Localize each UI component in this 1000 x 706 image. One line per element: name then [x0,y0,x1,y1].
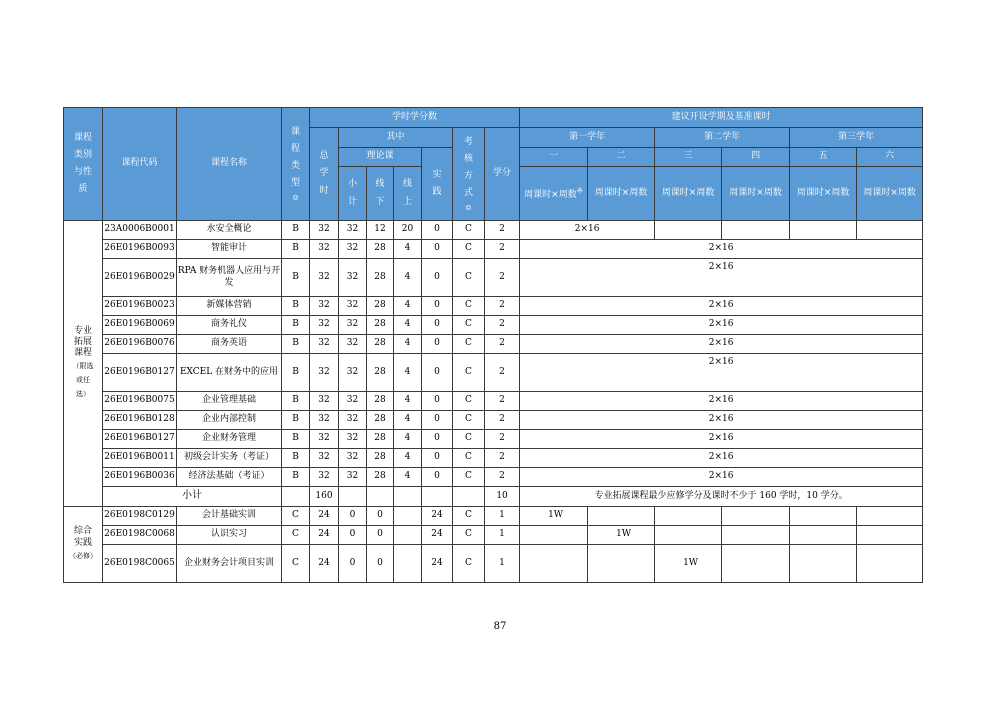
theory-offline: 12 [367,221,394,240]
practice-hours: 0 [422,259,453,297]
course-type: B [282,468,310,487]
page-number: 87 [493,621,507,632]
table-row [64,468,923,487]
header-weekly-1: 周课时×周数※ [520,167,588,221]
total-hours: 32 [310,354,339,392]
theory-offline: 28 [367,392,394,411]
table-row [64,297,923,316]
semester-cell [857,526,923,545]
practice-hours: 0 [422,449,453,468]
course-name: 初级会计实务（考证） [177,449,282,468]
practice-hours: 0 [422,468,453,487]
credits: 2 [485,221,520,240]
credits: 2 [485,354,520,392]
practice-hours: 0 [422,240,453,259]
theory-online [394,507,422,526]
table-row [64,240,923,259]
category-line: 综合 [73,526,92,537]
course-type: C [282,507,310,526]
course-plan-table [63,107,923,583]
theory-online: 4 [394,259,422,297]
course-name: 新媒体营销 [177,297,282,316]
assessment: C [453,468,485,487]
course-code: 26E0196B0036 [103,468,177,487]
course-name: 认识实习 [177,526,282,545]
semester-cell [520,526,588,545]
practice-hours: 0 [422,316,453,335]
semester-cell [722,526,790,545]
subtotal-type [282,487,310,507]
credits: 2 [485,430,520,449]
credits: 2 [485,449,520,468]
course-type: B [282,240,310,259]
header-weekly-mark: ※ [576,185,583,195]
semester-cell [655,526,722,545]
subtotal-empty [339,487,367,507]
practice-hours: 0 [422,335,453,354]
theory-offline: 28 [367,468,394,487]
header-suggested: 建议开设学期及基准课时 [520,108,923,128]
practice-hours: 24 [422,545,453,583]
semester-cell [722,545,790,583]
total-hours: 24 [310,526,339,545]
header-year3: 第三学年 [790,128,923,148]
semester-plan: 2×16 [520,430,923,449]
header-year1: 第一学年 [520,128,655,148]
course-type: B [282,316,310,335]
table-row [64,545,923,583]
course-name: 企业财务管理 [177,430,282,449]
credits: 1 [485,507,520,526]
course-code: 26E0196B0023 [103,297,177,316]
theory-subtotal: 32 [339,335,367,354]
credits: 2 [485,392,520,411]
course-code: 26E0196B0029 [103,259,177,297]
semester-plan: 2×16 [520,240,923,259]
theory-subtotal: 32 [339,411,367,430]
header-weekly-4: 周课时×周数 [722,167,790,221]
assessment: C [453,430,485,449]
semester-cell [790,526,857,545]
subtotal-empty [453,487,485,507]
table-row [64,221,923,240]
course-name: 企业管理基础 [177,392,282,411]
theory-subtotal: 32 [339,430,367,449]
assessment: C [453,545,485,583]
table-body [64,221,923,583]
semester-plan: 2×16 [520,335,923,354]
theory-subtotal: 32 [339,468,367,487]
course-code: 26E0196B0069 [103,316,177,335]
theory-offline: 28 [367,449,394,468]
header-offline: 线下 [367,167,394,221]
subtotal-empty [367,487,394,507]
header-sem3: 三 [655,148,722,167]
credits: 1 [485,526,520,545]
theory-subtotal: 0 [339,545,367,583]
header-weekly-3: 周课时×周数 [655,167,722,221]
course-type: B [282,221,310,240]
header-weekly-6: 周课时×周数 [857,167,923,221]
course-name: RPA 财务机器人应用与开发 [177,259,282,297]
semester-plan: 2×16 [520,468,923,487]
practice-hours: 0 [422,430,453,449]
subtotal-empty [422,487,453,507]
theory-offline: 28 [367,316,394,335]
course-table-container [63,107,921,583]
semester-cell [790,507,857,526]
credits: 2 [485,259,520,297]
subtotal-row [64,487,923,507]
course-type: B [282,392,310,411]
header-total-hours: 总学时 [310,128,339,221]
theory-subtotal: 32 [339,316,367,335]
course-name: 商务英语 [177,335,282,354]
practice-hours: 0 [422,411,453,430]
header-name: 课程名称 [177,108,282,221]
course-code: 26E0198C0065 [103,545,177,583]
total-hours: 32 [310,240,339,259]
theory-offline: 28 [367,259,394,297]
course-name: 水安全概论 [177,221,282,240]
credits: 2 [485,297,520,316]
course-name: 经济法基础（考证） [177,468,282,487]
total-hours: 32 [310,449,339,468]
category-cell-elective [64,221,103,507]
practice-hours: 24 [422,526,453,545]
course-code: 26E0198C0129 [103,507,177,526]
total-hours: 32 [310,411,339,430]
course-code: 26E0196B0128 [103,411,177,430]
assessment: C [453,316,485,335]
total-hours: 32 [310,259,339,297]
semester-cell [722,221,790,240]
theory-subtotal: 32 [339,240,367,259]
theory-offline: 28 [367,411,394,430]
semester-plan: 2×16 [520,354,923,392]
theory-subtotal: 32 [339,449,367,468]
category-note: （限选 [72,362,94,371]
category-line: 课程 [73,348,92,359]
semester-cell [520,545,588,583]
course-name: 企业内部控制 [177,411,282,430]
total-hours: 32 [310,297,339,316]
semester-plan: 2×16 [520,449,923,468]
semester-cell [790,221,857,240]
course-name: 智能审计 [177,240,282,259]
course-code: 26E0196B0011 [103,449,177,468]
course-code: 26E0196B0127 [103,430,177,449]
assessment: C [453,297,485,316]
semester-cell [655,221,722,240]
assessment: C [453,449,485,468]
theory-online: 4 [394,411,422,430]
semester-cell [790,545,857,583]
semester-cell: 1W [520,507,588,526]
theory-offline: 0 [367,545,394,583]
semester-cell [588,545,655,583]
practice-hours: 24 [422,507,453,526]
semester-plan: 2×16 [520,411,923,430]
course-name: 商务礼仪 [177,316,282,335]
total-hours: 24 [310,507,339,526]
table-row [64,335,923,354]
course-type: B [282,335,310,354]
course-code: 26E0198C0068 [103,526,177,545]
header-practice: 实践 [422,148,453,221]
header-type-mark: ☺ [292,193,299,202]
semester-cell: 1W [588,526,655,545]
theory-offline: 28 [367,354,394,392]
course-code: 26E0196B0093 [103,240,177,259]
credits: 2 [485,240,520,259]
course-type: B [282,430,310,449]
credits: 2 [485,411,520,430]
semester-plan: 2×16 [520,259,923,297]
header-assessment-mark: ☺ [465,203,472,212]
semester-cell [722,507,790,526]
course-code: 23A0006B0001 [103,221,177,240]
category-note: 选） [76,390,90,399]
theory-offline: 0 [367,526,394,545]
semester-plan: 2×16 [520,221,655,240]
category-note: 或任 [76,376,90,385]
header-subtotal: 小计 [339,167,367,221]
course-type: C [282,526,310,545]
practice-hours: 0 [422,354,453,392]
header-credits: 学分 [485,128,520,221]
assessment: C [453,240,485,259]
theory-online: 4 [394,240,422,259]
header-sem1: 一 [520,148,588,167]
table-header [64,108,923,221]
course-type: B [282,411,310,430]
header-type: 课程类型 ☺ [282,108,310,221]
theory-online: 20 [394,221,422,240]
theory-online: 4 [394,430,422,449]
table-row [64,354,923,392]
theory-subtotal: 0 [339,526,367,545]
subtotal-note: 专业拓展课程最少应修学分及课时不少于 160 学时，10 学分。 [520,487,923,507]
theory-subtotal: 32 [339,297,367,316]
course-type: B [282,449,310,468]
assessment: C [453,221,485,240]
semester-cell: 1W [655,545,722,583]
theory-online: 4 [394,392,422,411]
assessment: C [453,259,485,297]
theory-subtotal: 0 [339,507,367,526]
course-type: C [282,545,310,583]
header-assessment: 考核方式 ☺ [453,128,485,221]
subtotal-total: 160 [310,487,339,507]
header-sem2: 二 [588,148,655,167]
category-line: 专业 [73,325,92,336]
table-row [64,316,923,335]
semester-cell [588,507,655,526]
header-sem6: 六 [857,148,923,167]
theory-online: 4 [394,354,422,392]
table-row [64,392,923,411]
assessment: C [453,392,485,411]
header-of-which: 其中 [339,128,453,148]
assessment: C [453,354,485,392]
category-line: 拓展 [73,336,92,347]
course-code: 26E0196B0127 [103,354,177,392]
course-code: 26E0196B0076 [103,335,177,354]
theory-offline: 28 [367,430,394,449]
subtotal-label: 小计 [103,487,282,507]
header-hours-credits: 学时学分数 [310,108,520,128]
course-name: 企业财务会计项目实训 [177,545,282,583]
semester-cell [655,507,722,526]
assessment: C [453,507,485,526]
theory-online: 4 [394,297,422,316]
practice-hours: 0 [422,297,453,316]
credits: 2 [485,316,520,335]
table-row [64,449,923,468]
semester-cell [857,221,923,240]
header-code: 课程代码 [103,108,177,221]
course-code: 26E0196B0075 [103,392,177,411]
header-theory: 理论课 [339,148,422,167]
credits: 2 [485,468,520,487]
table-row [64,411,923,430]
semester-cell [857,545,923,583]
semester-plan: 2×16 [520,316,923,335]
theory-subtotal: 32 [339,259,367,297]
theory-online: 4 [394,316,422,335]
semester-plan: 2×16 [520,392,923,411]
theory-subtotal: 32 [339,392,367,411]
total-hours: 32 [310,221,339,240]
header-sem4: 四 [722,148,790,167]
practice-hours: 0 [422,221,453,240]
theory-online: 4 [394,449,422,468]
theory-subtotal: 32 [339,221,367,240]
credits: 1 [485,545,520,583]
assessment: C [453,411,485,430]
theory-offline: 28 [367,297,394,316]
total-hours: 32 [310,430,339,449]
practice-hours: 0 [422,392,453,411]
theory-online [394,526,422,545]
total-hours: 32 [310,316,339,335]
total-hours: 24 [310,545,339,583]
course-name: EXCEL 在财务中的应用 [177,354,282,392]
course-type: B [282,297,310,316]
theory-online: 4 [394,468,422,487]
subtotal-empty [394,487,422,507]
table-row [64,507,923,526]
header-year2: 第二学年 [655,128,790,148]
credits: 2 [485,335,520,354]
subtotal-credits: 10 [485,487,520,507]
table-row [64,259,923,297]
assessment: C [453,335,485,354]
category-note: （必修） [69,551,97,560]
semester-cell [857,507,923,526]
total-hours: 32 [310,468,339,487]
header-weekly-2: 周课时×周数 [588,167,655,221]
semester-plan: 2×16 [520,297,923,316]
category-line: 实践 [73,537,92,548]
header-category: 课程类别与性质 [64,108,103,221]
theory-offline: 28 [367,240,394,259]
theory-offline: 28 [367,335,394,354]
course-type: B [282,354,310,392]
course-type: B [282,259,310,297]
course-name: 会计基础实训 [177,507,282,526]
total-hours: 32 [310,392,339,411]
theory-online [394,545,422,583]
header-weekly-5: 周课时×周数 [790,167,857,221]
total-hours: 32 [310,335,339,354]
theory-offline: 0 [367,507,394,526]
theory-online: 4 [394,335,422,354]
category-cell-practice [64,507,103,583]
theory-subtotal: 32 [339,354,367,392]
header-online: 线上 [394,167,422,221]
assessment: C [453,526,485,545]
table-row [64,526,923,545]
table-row [64,430,923,449]
header-sem5: 五 [790,148,857,167]
